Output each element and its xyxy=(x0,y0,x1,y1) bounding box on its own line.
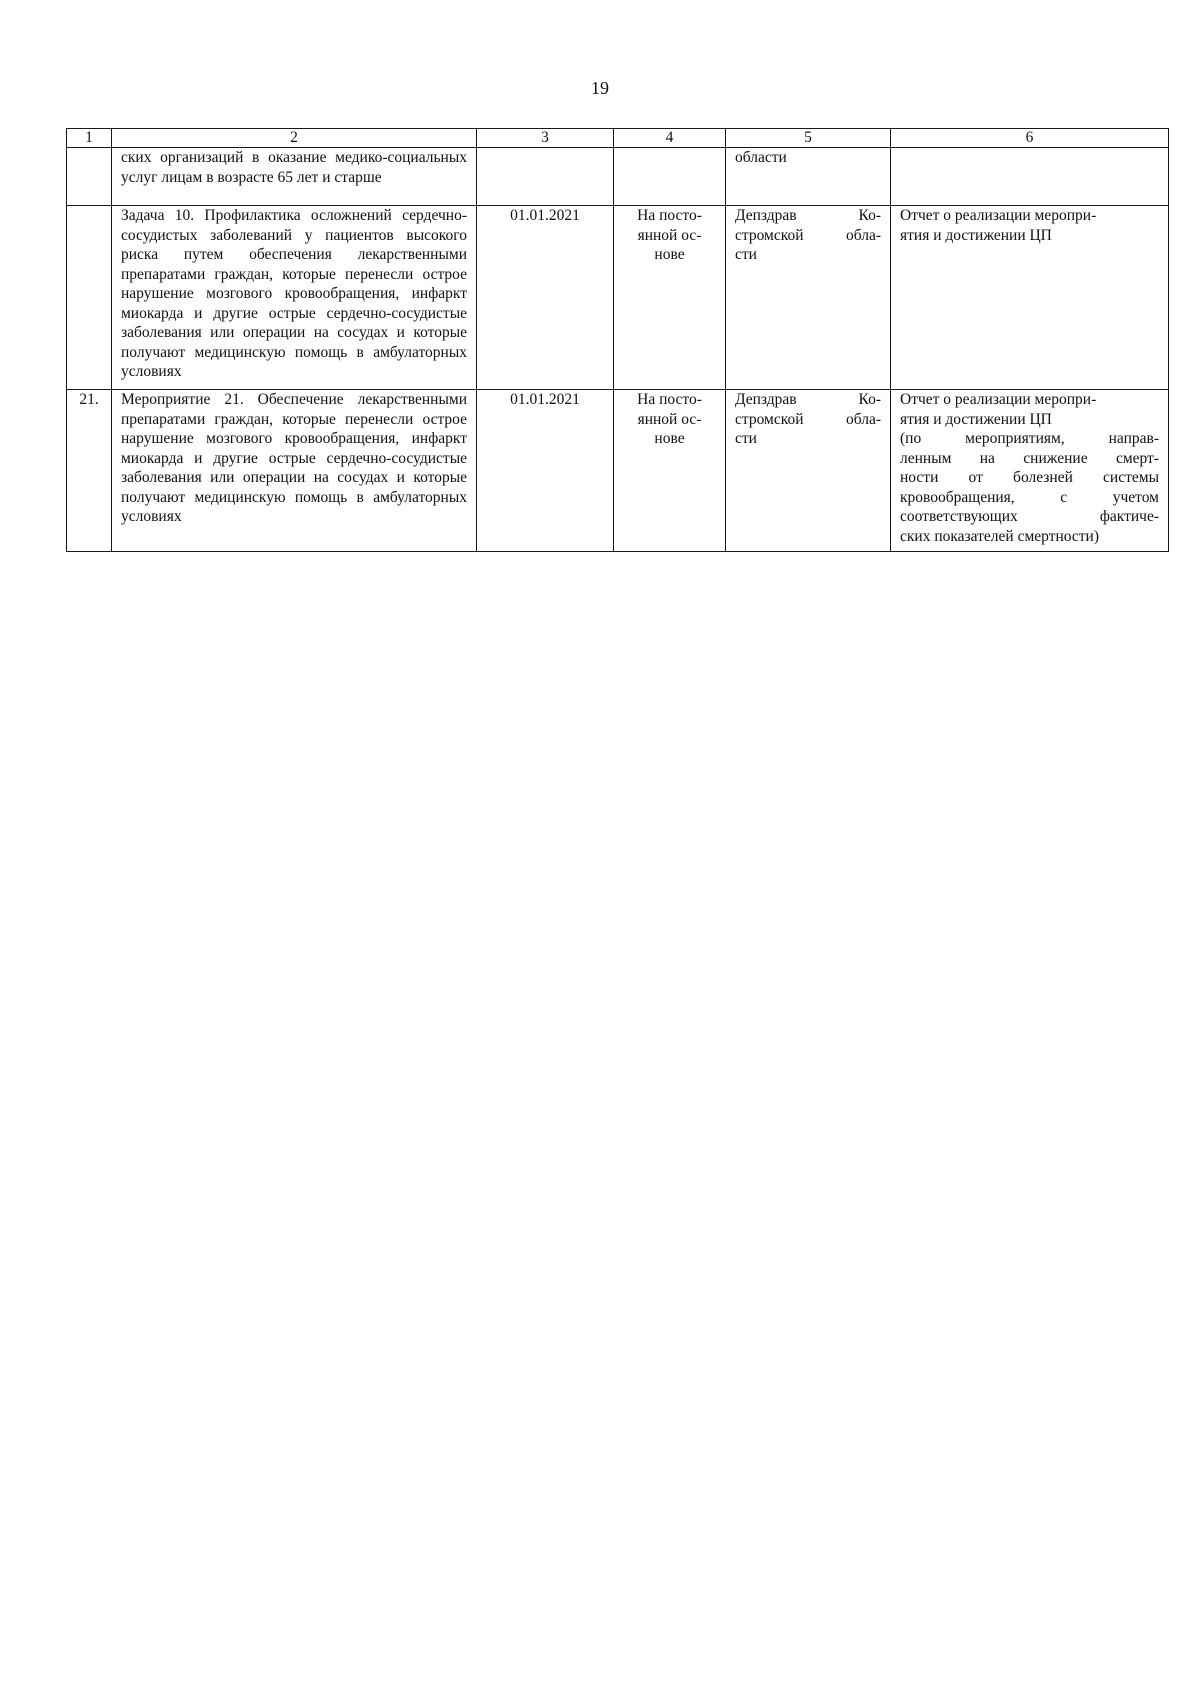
row-description: ских организаций в оказание медико-социальных услуг лицам в возрасте 65 лет и старше xyxy=(112,148,477,206)
result-line: соответствующих фактиче- xyxy=(900,508,1159,525)
period-line: нове xyxy=(654,430,685,447)
row-executor xyxy=(726,206,891,390)
period-line: На посто- xyxy=(637,207,702,224)
program-table xyxy=(66,128,1169,552)
period-line: На посто- xyxy=(637,391,702,408)
result-line: ских показателей смертности) xyxy=(900,527,1100,545)
header-cell: 2 xyxy=(112,129,477,148)
executor-line: Депздрав Ко- xyxy=(735,207,881,224)
result-line: ятия и достижении ЦП xyxy=(900,226,1052,244)
page-number: 19 xyxy=(591,78,609,98)
executor-line: сти xyxy=(735,430,757,447)
table-header-row xyxy=(67,129,1169,148)
result-line: Отчет о реализации меропри- xyxy=(900,207,1097,224)
header-cell: 5 xyxy=(726,129,891,148)
row-result xyxy=(891,390,1169,552)
executor-line: сти xyxy=(735,246,757,263)
row-number xyxy=(67,148,112,206)
period-line: янной ос- xyxy=(637,410,702,428)
row-period xyxy=(614,148,726,206)
row-executor xyxy=(726,390,891,552)
table-row xyxy=(67,390,1169,552)
executor-line: области xyxy=(735,149,787,166)
row-result xyxy=(891,148,1169,206)
row-date xyxy=(477,148,614,206)
header-cell: 1 xyxy=(67,129,112,148)
row-result xyxy=(891,206,1169,390)
row-description: Мероприятие 21. Обеспечение лекарственными препаратами граждан, которые перенесли острое нарушение мозгового кровообращения, инфаркт миокарда и другие острые сердечно-сосудистые заболевания или операции на сосудах и которые получают медицинскую помощь в амбулаторных условиях xyxy=(112,390,477,552)
row-number xyxy=(67,206,112,390)
header-cell: 3 xyxy=(477,129,614,148)
row-executor xyxy=(726,148,891,206)
executor-line: стромской обла- xyxy=(735,226,881,244)
header-cell: 4 xyxy=(614,129,726,148)
result-line: (по мероприятиям, направ- xyxy=(900,430,1159,447)
result-line: кровообращения, с учетом xyxy=(900,488,1159,506)
header-cell: 6 xyxy=(891,129,1169,148)
row-date: 01.01.2021 xyxy=(477,390,614,552)
period-line: нове xyxy=(654,246,685,263)
executor-line: стромской обла- xyxy=(735,410,881,428)
period-line: янной ос- xyxy=(637,226,702,244)
result-line: Отчет о реализации меропри- xyxy=(900,391,1097,408)
row-number: 21. xyxy=(67,390,112,552)
table-row xyxy=(67,206,1169,390)
row-date: 01.01.2021 xyxy=(477,206,614,390)
table-row xyxy=(67,148,1169,206)
result-line: ленным на снижение смерт- xyxy=(900,449,1159,467)
result-line: ности от болезней системы xyxy=(900,469,1159,486)
executor-line: Депздрав Ко- xyxy=(735,391,881,408)
row-period xyxy=(614,390,726,552)
row-period xyxy=(614,206,726,390)
result-line: ятия и достижении ЦП xyxy=(900,410,1052,428)
row-description: Задача 10. Профилактика осложнений сердечно-сосудистых заболеваний у пациентов высокого риска путем обеспечения лекарственными препаратами граждан, которые перенесли острое нарушение мозгового кровообращения, инфаркт миокарда и другие острые сердечно-сосудистые заболевания или операции на сосудах и которые получают медицинскую помощь в амбулаторных условиях xyxy=(112,206,477,390)
